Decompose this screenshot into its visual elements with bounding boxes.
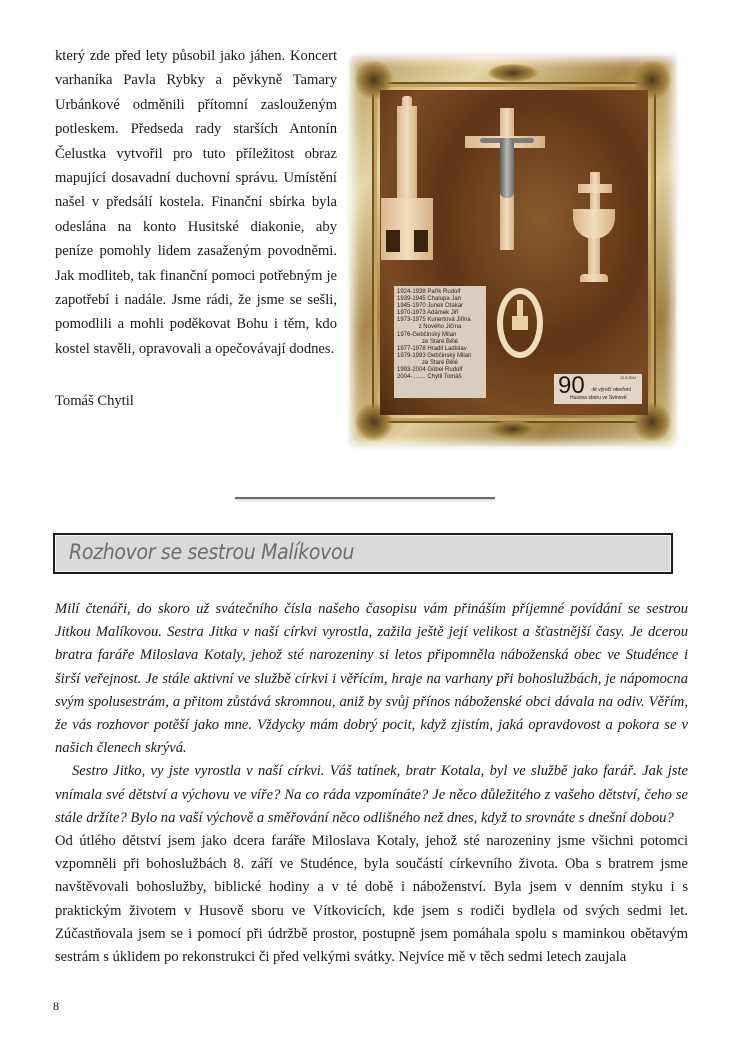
plaque-line: 1924-1938 Pařík Rudolf [397,289,461,295]
plaque-line: ze Staré Bělé [421,359,459,366]
church-window [414,230,428,252]
plaque-line: 1970-1973 Adámek Jiří [397,310,459,317]
plaque-line: 1977-1978 Hradil Ladislav [397,345,467,352]
closing-paragraph: který zde před lety působil jako jáhen. Koncert varhaníka Pavla Rybky a pěvkyně Tamary Urbánkové odměnili přítomní zaslouženým potleskem. Předseda rady starších Antonín Čelustka vytvořil pro tuto příležitost obraz mapující dosavadní duchovní správu. Umístění našel v předsálí kostela. Finanční sbírka byla odeslána na konto Husitské diakonie, aby peníze pomohly lidem zasaženým povodněmi. Jak modliteb, tak finanční pomoci potřebným je zapotřebí i nadále. Jsme rádi, že jsme se sešli, pomodlili a mohli poděkovat Bohu i těm, kdo kostel stavěli, opravovali a opečovávají dodnes. [55,48,337,357]
anniversary-line: -té výročí otevření [591,387,632,393]
plaque-line: 2004-........ Chytil Tomáš [397,374,462,381]
frame-ornament [488,64,538,82]
anniversary-number: 90 [558,372,585,399]
interview-question: Sestro Jitko, vy jste vyrostla v naší církvi. Váš tatínek, bratr Kotala, byl ve službě jako farář. Jak jste vnímala své dětství a výchovu ve víře? Na co ráda vzpomínáte? Je něco důležitého z vašeho dětství, čeho se stále držíte? Bylo na vaší výchově a směřování něco odlišného než dnes, když to srovnáte s dnešní dobou? [55,763,688,826]
article-title: Rozhovor se sestrou Malíkovou [69,540,354,564]
plaque-line: ze Staré Bělé [421,338,459,345]
interview-answer: Od útlého dětství jsem jako dcera faráře Miloslava Kotaly, jehož sté narozeniny jsme všichni potomci vzpomněli při bohoslužbách 8. září ve Studénce, byla součástí církevního života. Oba s bratrem jsme navštěvovali bohoslužby, biblické hodiny a v té době i náboženství. Byla jsem v denním styku i s praktickým životem v Husově sboru ve Vítkovicích, kde jsem s rodiči bydlela od svých sedmi let. Zúčastňovala jsem se i pomocí při údržbě prostor, postupně jsem pomáhala spolu s maminkou obětavým sestrám s úklidem po rekonstrukci či před velkými svátky. Nejvíce mě v těch sedmi letech zaujala [55,833,688,966]
pastors-plaque [394,286,486,398]
section-divider [235,497,495,499]
plaque-line: 1945-1970 Junek Otakar [397,303,464,310]
framed-picture-photo [350,56,676,446]
chalice-emblem-icon [512,304,528,344]
plaque-line: 1979-1993 Gebčinský Milan [397,352,472,359]
plaque-line: 1993-2004 Göbel Rudolf [397,367,463,374]
plaque-line: 1939-1945 Chalupa Jan [397,296,462,303]
anniversary-plaque [554,374,642,404]
anniversary-date: 22.9.2004 [620,376,636,380]
church-window [386,230,400,252]
chalice-cross-icon [578,184,612,193]
frame-ornament [488,420,538,438]
top-column-text [55,44,337,361]
author-signature: Tomáš Chytil [55,393,134,409]
article-body [55,598,688,969]
plaque-line: z Nového Jičína [418,324,462,331]
page-number: 8 [53,999,59,1013]
corpus-figure [500,138,514,198]
plaque-line: 1973-1975 Kunertová Jiřina [397,317,471,324]
chalice-icon [580,274,608,282]
anniversary-line: Husova sboru ve Svinově [570,395,627,401]
article-heading-box [53,533,673,574]
plaque-line: 1976-Gebčinský Milan [397,331,457,338]
article-intro: Milí čtenáři, do skoro už svátečního čísla našeho časopisu vám přináším příjemné povídání se sestrou Jitkou Malíkovou. Sestra Jitka v naší církvi vyrostla, zažila ještě její velikost a šťastnější časy. Je dcerou bratra faráře Miloslava Kotaly, jehož sté narozeniny si letos připomněla náboženská obec ve Studénce i širší veřejnost. Je stále aktivní ve službě církvi i věřícím, hraje na varhany při bohoslužbách, je nápomocna svým spolusestrám, a přitom zůstává skromnou, aniž by svůj přínos náboženské obci dávala na odiv. Věřím, že vás rozhovor potěší jako mne. Vždycky mám dobrý pocit, když zjistím, jaká opravdovost a pokora se v našich členech skrývá. [55,601,688,757]
